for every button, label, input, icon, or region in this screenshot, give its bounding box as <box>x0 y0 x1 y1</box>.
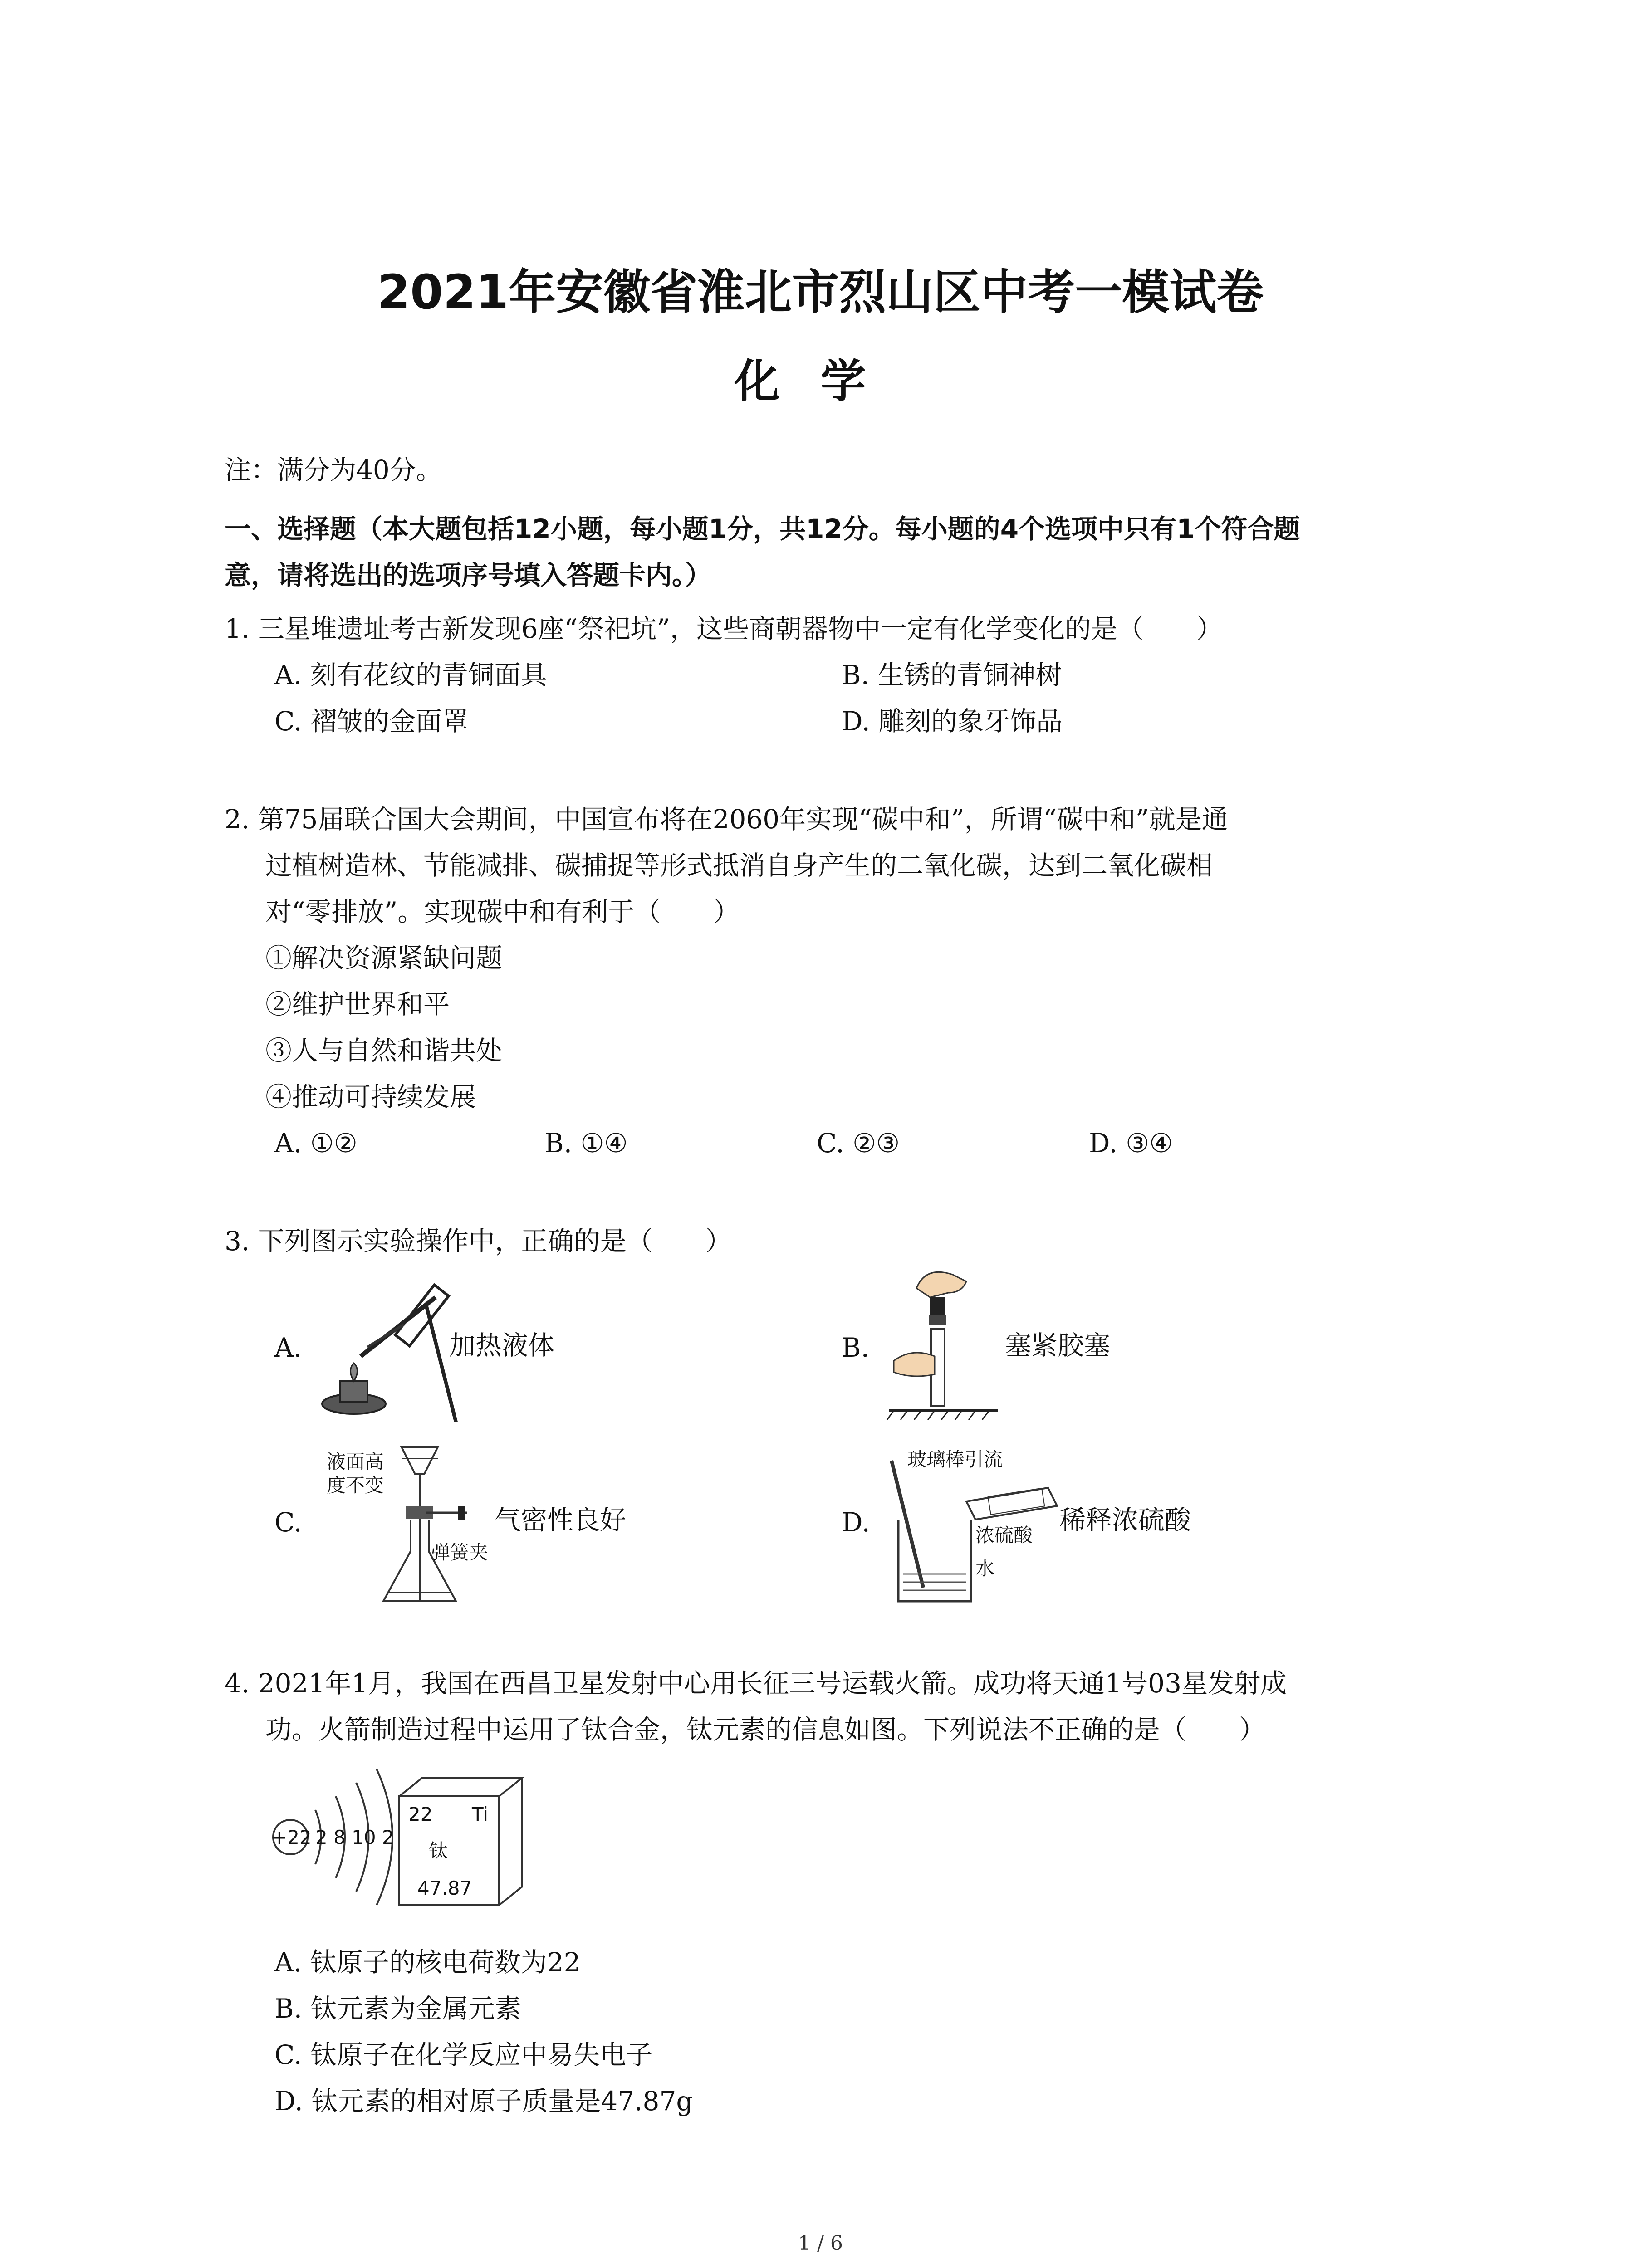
q3-d-fig-label-3: 水 <box>975 1557 995 1579</box>
element-atomic-mass: 47.87 <box>417 1877 472 1899</box>
q1-stem: 1. 三星堆遗址考古新发现6座“祭祀坑”，这些商朝器物中一定有化学变化的是（ ） <box>225 613 1223 644</box>
section-heading-line2: 意，请将选出的选项序号填入答题卡内。） <box>225 560 712 591</box>
q4-option-d[interactable]: D. 钛元素的相对原子质量是47.87g <box>274 2086 693 2116</box>
q3-option-b-label: 塞紧胶塞 <box>1005 1330 1111 1361</box>
q2-item-1: ①解决资源紧缺问题 <box>265 943 503 973</box>
q2-item-2: ②维护世界和平 <box>265 989 450 1020</box>
q4-option-a[interactable]: A. 钛原子的核电荷数为22 <box>274 1947 581 1978</box>
subject-title: 化学 <box>734 355 907 408</box>
q2-option-a[interactable]: A. ①② <box>274 1128 358 1158</box>
atom-electron-shells: 2 8 10 2 <box>315 1826 394 1848</box>
q3-option-d-label: 稀释浓硫酸 <box>1059 1505 1191 1535</box>
page-number: 1 / 6 <box>798 2232 843 2255</box>
insert-stopper-figure <box>885 1261 1003 1433</box>
q2-option-d[interactable]: D. ③④ <box>1089 1128 1173 1158</box>
atom-nucleus-charge: +22 <box>271 1826 312 1848</box>
q4-option-b[interactable]: B. 钛元素为金属元素 <box>274 1993 521 2024</box>
element-atomic-number: 22 <box>408 1803 433 1825</box>
page-title: 2021年安徽省淮北市烈山区中考一模试卷 <box>377 264 1264 320</box>
q4-stem-line1: 4. 2021年1月，我国在西昌卫星发射中心用长征三号运载火箭。成功将天通1号03星发射成 <box>225 1668 1287 1699</box>
q3-stem: 3. 下列图示实验操作中，正确的是（ ） <box>225 1226 732 1256</box>
q3-c-fig-label-1: 液面高 <box>327 1451 384 1473</box>
q3-option-a-letter[interactable]: A. <box>274 1332 302 1363</box>
q3-d-fig-label-1: 玻璃棒引流 <box>907 1448 1003 1471</box>
q3-c-fig-label-2: 度不变 <box>327 1474 384 1496</box>
q3-option-c-label: 气密性良好 <box>495 1505 627 1535</box>
q1-option-c[interactable]: C. 褶皱的金面罩 <box>274 706 469 737</box>
element-symbol: Ti <box>472 1803 489 1825</box>
section-heading-line1: 一、选择题（本大题包括12小题，每小题1分，共12分。每小题的4个选项中只有1个符合题 <box>225 513 1300 544</box>
element-name: 钛 <box>429 1840 448 1862</box>
heating-liquid-figure <box>313 1279 458 1424</box>
q2-option-b[interactable]: B. ①④ <box>544 1128 628 1158</box>
q1-option-b[interactable]: B. 生锈的青铜神树 <box>842 660 1062 690</box>
q2-option-c[interactable]: C. ②③ <box>817 1128 900 1158</box>
q3-option-b-letter[interactable]: B. <box>842 1332 870 1363</box>
q1-option-a[interactable]: A. 刻有花纹的青铜面具 <box>274 660 547 690</box>
q4-stem-line2: 功。火箭制造过程中运用了钛合金，钛元素的信息如图。下列说法不正确的是（ ） <box>265 1714 1266 1745</box>
q4-option-c[interactable]: C. 钛原子在化学反应中易失电子 <box>274 2039 653 2070</box>
q3-option-d-letter[interactable]: D. <box>842 1507 870 1538</box>
q3-d-fig-label-2: 浓硫酸 <box>975 1524 1033 1546</box>
q2-item-4: ④推动可持续发展 <box>265 1081 476 1112</box>
q1-option-d[interactable]: D. 雕刻的象牙饰品 <box>842 706 1063 737</box>
q2-stem-line3: 对“零排放”。实现碳中和有利于（ ） <box>265 896 740 927</box>
q2-stem-line2: 过植树造林、节能减排、碳捕捉等形式抵消自身产生的二氧化碳，达到二氧化碳相 <box>265 850 1213 881</box>
q3-option-a-label: 加热液体 <box>449 1330 555 1361</box>
q3-c-fig-label-3: 弹簧夹 <box>431 1541 489 1564</box>
q3-option-c-letter[interactable]: C. <box>274 1507 302 1538</box>
q2-item-3: ③人与自然和谐共处 <box>265 1035 503 1066</box>
airtightness-figure <box>358 1438 495 1615</box>
q2-stem-line1: 2. 第75届联合国大会期间，中国宣布将在2060年实现“碳中和”，所谓“碳中和”就是通 <box>225 804 1228 835</box>
score-note: 注：满分为40分。 <box>225 455 442 485</box>
